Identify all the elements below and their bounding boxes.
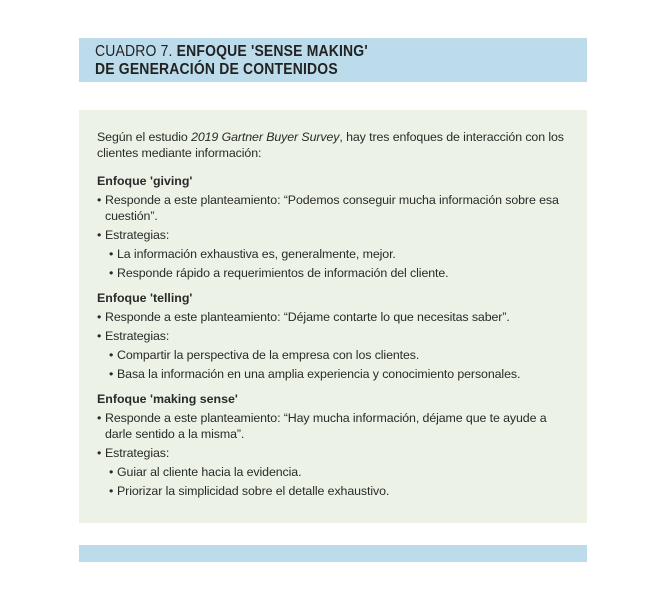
box-title-line-2: DE GENERACIÓN DE CONTENIDOS xyxy=(95,61,338,78)
section-telling xyxy=(97,290,573,382)
section-statement: • Responde a este planteamiento: “Podemos conseguir mucha información sobre esa cuestión”. xyxy=(97,192,573,224)
content-box xyxy=(79,110,587,523)
section-title: Enfoque 'giving' xyxy=(97,174,193,188)
header-line-1 xyxy=(95,43,538,61)
strategy-item: • Basa la información en una amplia experiencia y conocimiento personales. xyxy=(97,366,573,382)
intro-paragraph xyxy=(97,129,573,161)
intro-text-start: Según el estudio xyxy=(97,130,192,144)
section-giving xyxy=(97,173,573,281)
section-statement: • Responde a este planteamiento: “Déjame contarte lo que necesitas saber”. xyxy=(97,309,573,325)
section-title: Enfoque 'telling' xyxy=(97,291,193,305)
strategy-item: • Responde rápido a requerimientos de información del cliente. xyxy=(97,265,573,281)
intro-study-name: 2019 Gartner Buyer Survey xyxy=(191,130,340,144)
strategy-item: • La información exhaustiva es, generalmente, mejor. xyxy=(97,246,573,262)
strategies-label: • Estrategias: xyxy=(97,227,573,243)
box-number: CUADRO 7. xyxy=(95,43,173,60)
intro-text-end: , hay tres enfoques de interacción con los clientes mediante información: xyxy=(97,130,564,160)
box-header xyxy=(79,38,587,82)
strategy-item: • Guiar al cliente hacia la evidencia. xyxy=(97,464,573,480)
section-making-sense xyxy=(97,391,573,499)
section-title: Enfoque 'making sense' xyxy=(97,392,238,406)
strategies-label: • Estrategias: xyxy=(97,445,573,461)
section-statement: • Responde a este planteamiento: “Hay mucha información, déjame que te ayude a darle sentido a la misma”. xyxy=(97,410,573,442)
strategy-item: • Compartir la perspectiva de la empresa con los clientes. xyxy=(97,347,573,363)
box-title-line-1: ENFOQUE 'SENSE MAKING' xyxy=(176,43,368,60)
strategy-item: • Priorizar la simplicidad sobre el detalle exhaustivo. xyxy=(97,483,573,499)
box-footer-bar xyxy=(79,545,587,562)
strategies-label: • Estrategias: xyxy=(97,328,573,344)
